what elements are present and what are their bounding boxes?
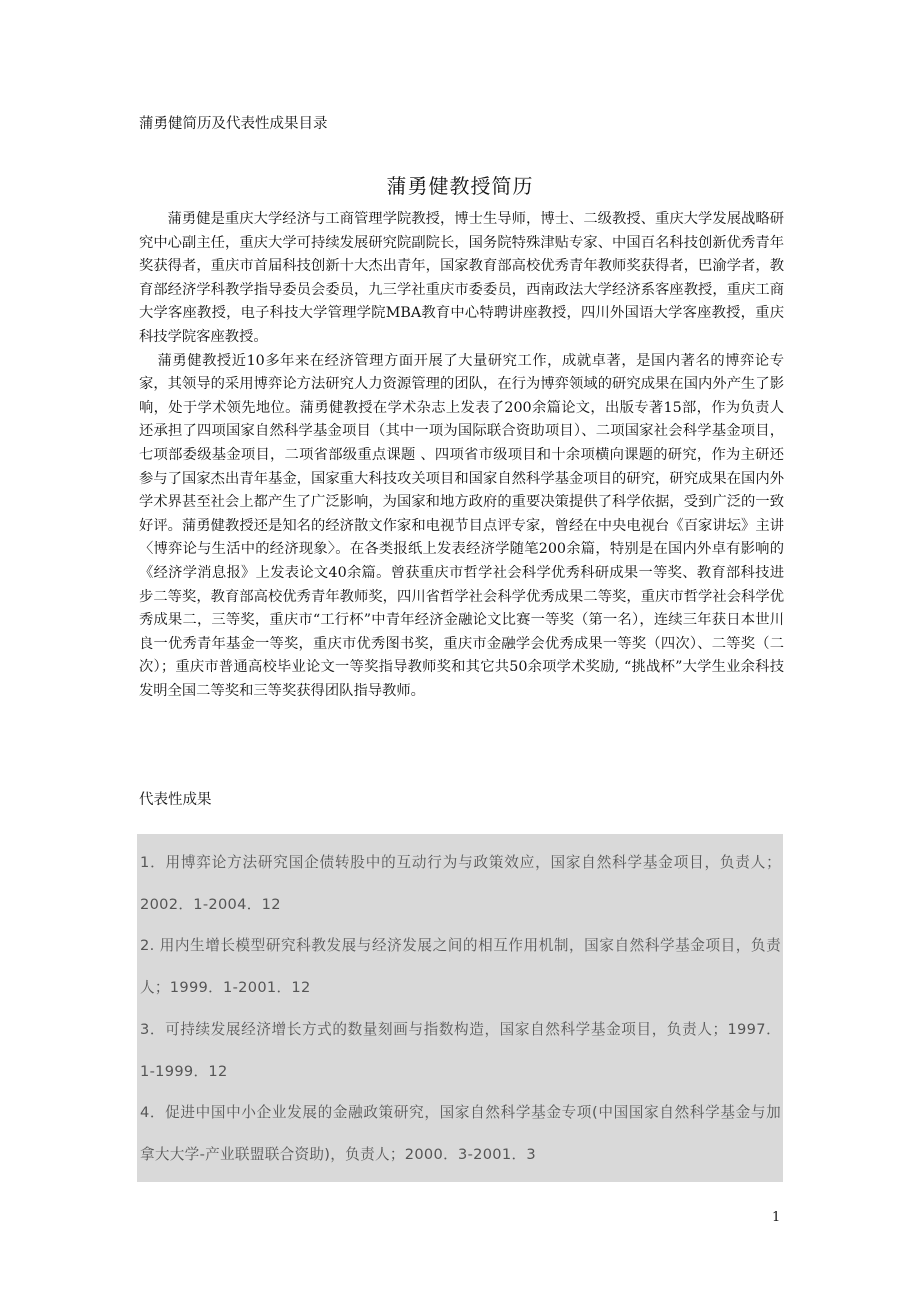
page-title: 蒲勇健教授简历 xyxy=(386,174,534,198)
results-list xyxy=(137,834,783,1182)
result-item: 3．可持续发展经济增长方式的数量刻画与指数构造，国家自然科学基金项目，负责人；1997．1-1999．12 xyxy=(140,1020,781,1080)
document-heading: 蒲勇健简历及代表性成果目录 xyxy=(139,116,328,132)
result-item: 2. 用内生增长模型研究科教发展与经济发展之间的相互作用机制，国家自然科学基金项目，负责人；1999．1-2001．12 xyxy=(140,937,781,997)
biography-paragraph: 蒲勇健教授近10多年来在经济管理方面开展了大量研究工作，成就卓著，是国内著名的博弈论专家，其领导的采用博弈论方法研究人力资源管理的团队，在行为博弈领域的研究成果在国内外产生了影响，处于学术领先地位。蒲勇健教授在学术杂志上发表了200余篇论文，出版专著15部，作为负责人还承担了四项国家自然科学基金项目（其中一项为国际联合资助项目）、二项国家社会科学基金项目，七项部委级基金项目，二项省部级重点课题 、四项省市级项目和十余项横向课题的研究，作为主研还参与了国家杰出青年基金，国家重大科技攻关项目和国家自然科学基金项目的研究，研究成果在国内外学术界甚至社会上都产生了广泛影响，为国家和地方政府的重要决策提供了科学依据，受到广泛的一致好评。蒲勇健教授还是知名的经济散文作家和电视节目点评专家，曾经在中央电视台《百家讲坛》主讲〈博弈论与生活中的经济现象〉。在各类报纸上发表经济学随笔200余篇，特别是在国内外卓有影响的《经济学消息报》上发表论文40余篇。曾获重庆市哲学社会科学优秀科研成果一等奖、教育部科技进步二等奖，教育部高校优秀青年教师奖，四川省哲学社会科学优秀成果二等奖，重庆市哲学社会科学优秀成果二，三等奖，重庆市“工行杯”中青年经济金融论文比赛一等奖（第一名），连续三年获日本世川良一优秀青年基金一等奖，重庆市优秀图书奖，重庆市金融学会优秀成果一等奖（四次）、二等奖（二次）；重庆市普通高校毕业论文一等奖指导教师奖和其它共50余项学术奖励, “挑战杯”大学生业余科技发明全国二等奖和三等奖获得团队指导教师。 xyxy=(139,352,784,699)
biography-section xyxy=(139,208,784,703)
result-item: 1．用博弈论方法研究国企债转股中的互动行为与政策效应，国家自然科学基金项目，负责人；2002．1-2004．12 xyxy=(140,854,781,913)
page-number: 1 xyxy=(772,1210,781,1225)
result-item: 4．促进中国中小企业发展的金融政策研究，国家自然科学基金专项(中国国家自然科学基金与加拿大大学-产业联盟联合资助)，负责人；2000．3-2001．3 xyxy=(140,1104,781,1163)
results-section-title: 代表性成果 xyxy=(139,792,212,808)
biography-paragraph: 蒲勇健是重庆大学经济与工商管理学院教授，博士生导师，博士、二级教授、重庆大学发展战略研究中心副主任，重庆大学可持续发展研究院副院长，国务院特殊津贴专家、中国百名科技创新优秀青年奖获得者，重庆市首届科技创新十大杰出青年，国家教育部高校优秀青年教师奖获得者，巴渝学者，教育部经济学科教学指导委员会委员，九三学社重庆市委委员，西南政法大学经济系客座教授，重庆工商大学客座教授，电子科技大学管理学院MBA教育中心特聘讲座教授，四川外国语大学客座教授，重庆科技学院客座教授。 xyxy=(139,211,784,345)
